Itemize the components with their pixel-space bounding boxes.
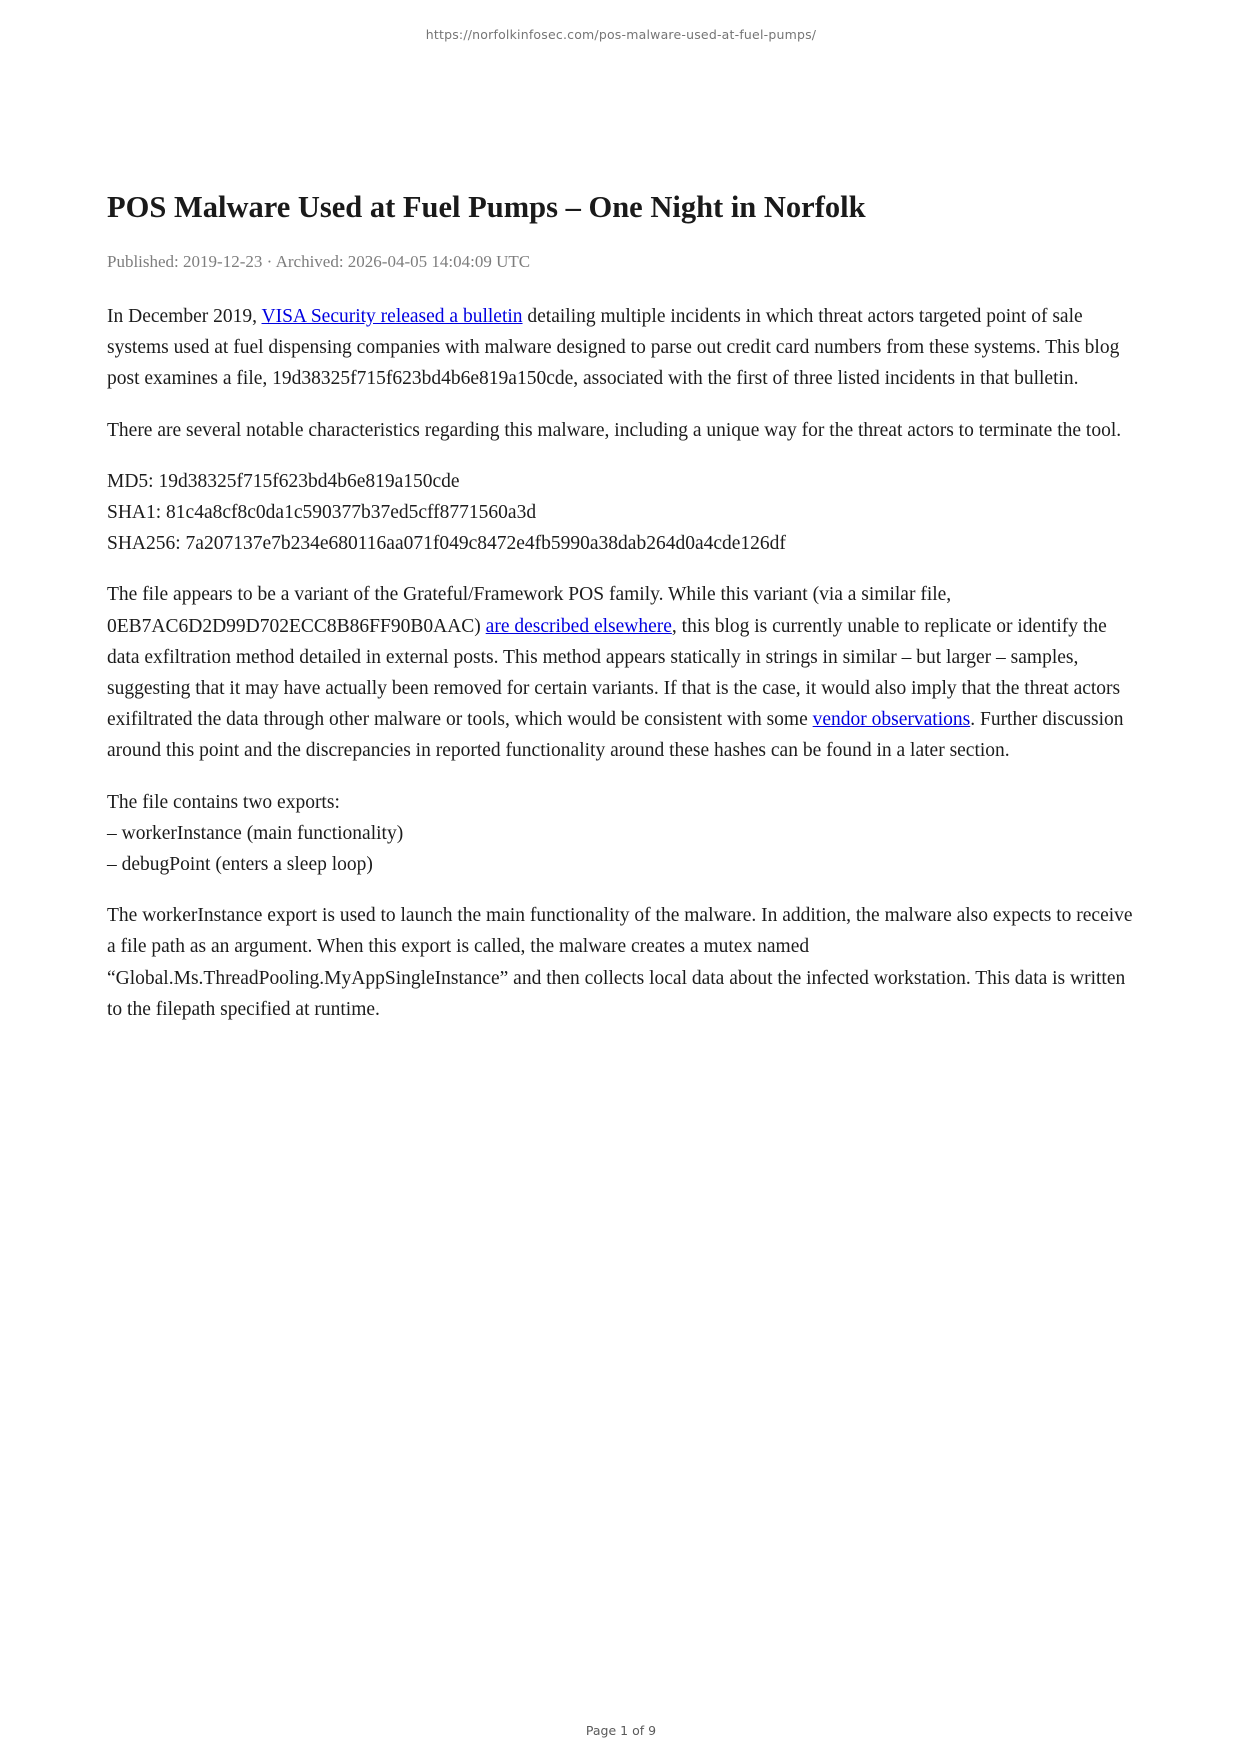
hash-sha256: SHA256: 7a207137e7b234e680116aa071f049c8472e4fb5990a38dab264d0a4cde126df [107,533,786,555]
variant-text-1: The file appears to be a variant of the Grateful/Framework POS family. While this variant (via a similar file, 0EB7AC6D2D99D702ECC8B86FF90B0AAC) [107,584,952,637]
published-archived-meta: Published: 2019-12-23 · Archived: 2026-04-05 14:04:09 UTC [107,252,531,271]
article-body [107,188,1140,1045]
source-url-header: https://norfolkinfosec.com/pos-malware-used-at-fuel-pumps/ [425,27,817,42]
variant-text-2: , this blog is currently unable to replicate or identify the data exfiltration method detailed in external posts. This method appears statically in strings in similar – but larger – samples, suggesting that it may have actually been removed for certain variants. If that is the case, it would also imply that the threat actors exifiltrated the data through other malware or tools, which would be consistent with some [107,615,1121,731]
paragraph-intro [107,301,1140,395]
link-vendor-observations[interactable]: vendor observations [812,709,971,731]
exports-list [107,787,1140,881]
export-item-debugpoint: – debugPoint (enters a sleep loop) [107,854,373,876]
export-item-workerinstance: – workerInstance (main functionality) [107,822,404,844]
variant-text-3: . Further discussion around this point and the discrepancies in reported functionality around these hashes can be found in a later section. [107,709,1124,762]
paragraph-variant-analysis [107,579,1140,766]
intro-text-1: In December 2019, [107,306,262,327]
hash-sha1: SHA1: 81c4a8cf8c0da1c590377b37ed5cff8771560a3d [107,502,537,524]
page-title: POS Malware Used at Fuel Pumps – One Night in Norfolk [107,190,866,224]
link-visa-security-bulletin[interactable]: VISA Security released a bulletin [261,306,523,327]
hash-list [107,466,1140,560]
paragraph-characteristics: There are several notable characteristics regarding this malware, including a unique way for the threat actors to terminate the tool. [107,419,1122,441]
intro-text-2: detailing multiple incidents in which threat actors targeted point of sale systems used at fuel dispensing companies with malware designed to parse out credit card numbers from these systems. This blog post examines a file, 19d38325f715f623bd4b6e819a150cde, associated with the first of three listed incidents in that bulletin. [107,306,1120,390]
paragraph-workerinstance-detail: The workerInstance export is used to launch the main functionality of the malware. In addition, the malware also expects to receive a file path as an argument. When this export is called, the malware creates a mutex named “Global.Ms.ThreadPooling.MyAppSingleInstance” and then collects local data about the infected workstation. This data is written to the filepath specified at runtime. [107,905,1133,1020]
exports-intro: The file contains two exports: [107,791,340,813]
page-number-footer: Page 1 of 9 [585,1723,657,1738]
hash-md5: MD5: 19d38325f715f623bd4b6e819a150cde [107,470,460,492]
link-are-described-elsewhere[interactable]: are described elsewhere [485,615,672,637]
